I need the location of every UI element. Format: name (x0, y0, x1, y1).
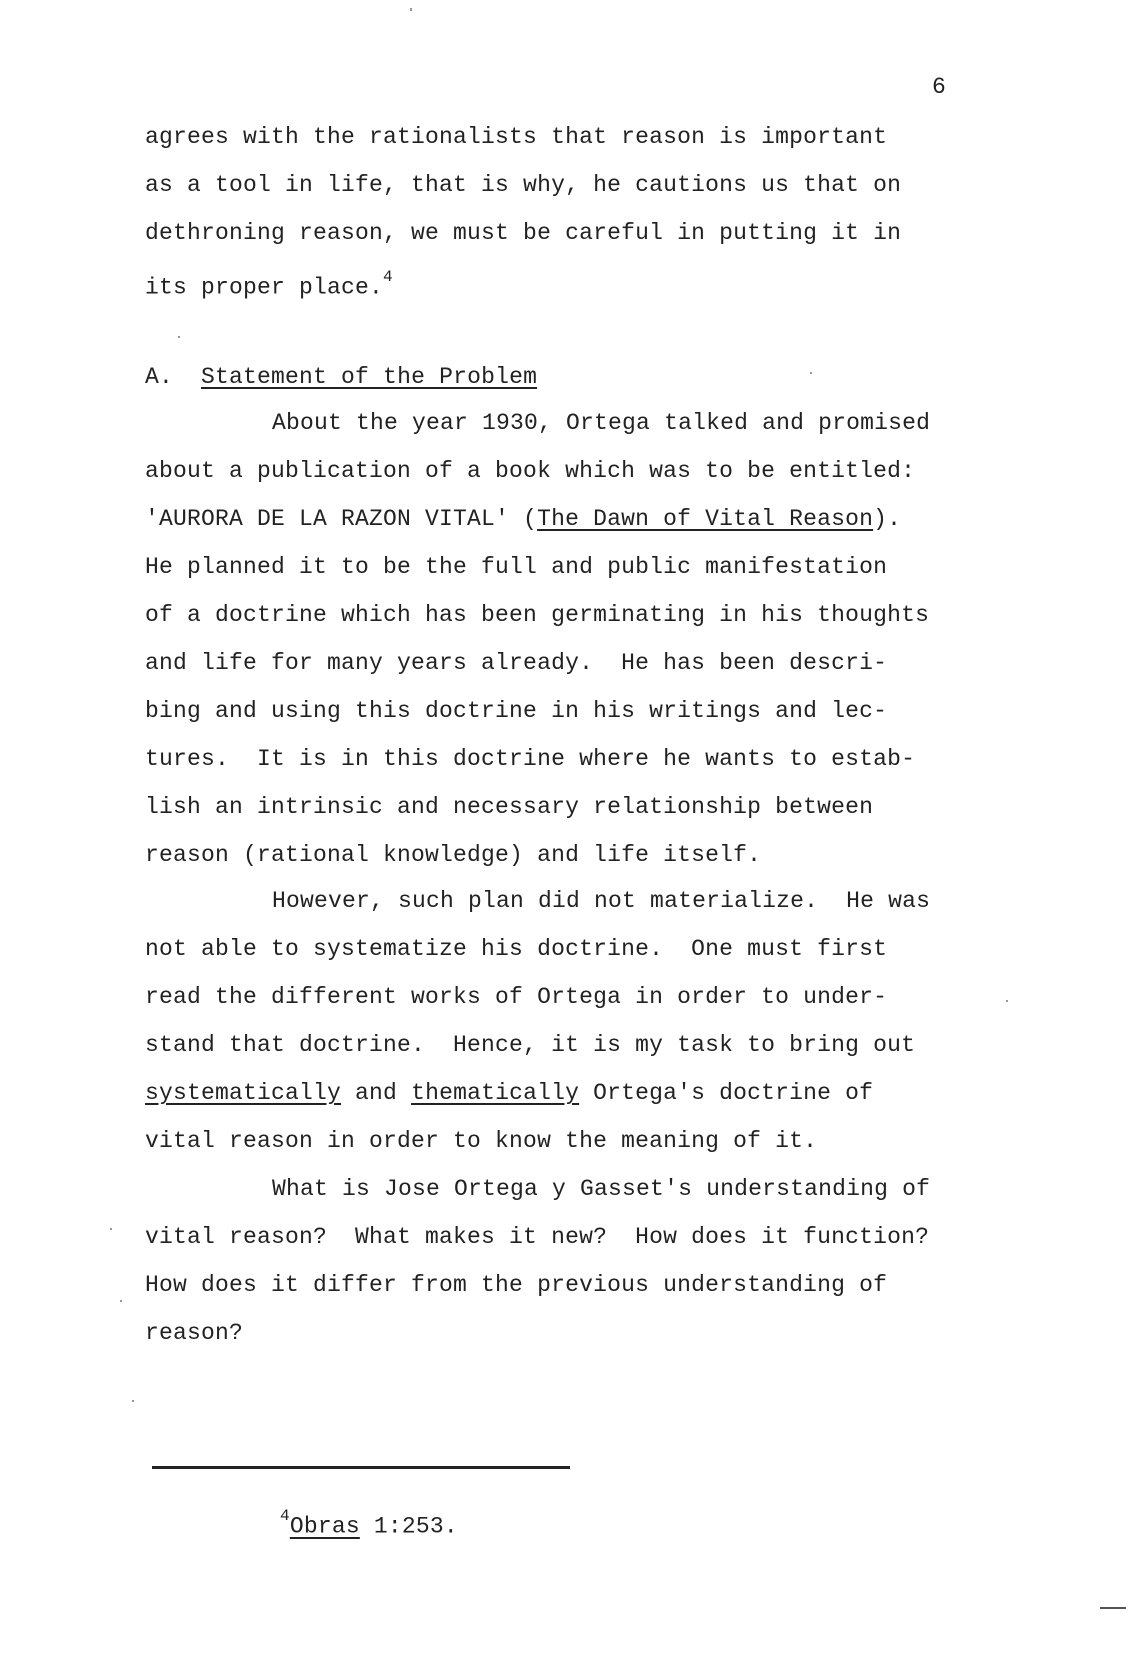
text-line: vital reason in order to know the meaning of it. (145, 1128, 818, 1154)
text-line: of a doctrine which has been germinating in his thoughts (145, 602, 930, 628)
section-heading (145, 362, 537, 392)
footnote-source: Obras (289, 1513, 360, 1540)
text-segment: 'AURORA DE LA RAZON VITAL' ( (145, 506, 538, 532)
text-line: bing and using this doctrine in his writings and lec- (145, 698, 888, 724)
footnote-mark: 4 (280, 1507, 290, 1525)
footnote (280, 1505, 458, 1542)
section-letter: A. (145, 364, 174, 390)
text-segment: its proper place. (145, 274, 384, 301)
book-title: The Dawn of Vital Reason (537, 506, 874, 532)
text-segment: Ortega's doctrine of (579, 1080, 874, 1106)
scan-speck (1006, 1000, 1008, 1002)
emphasis-systematically: systematically (145, 1080, 342, 1106)
section-title: Statement of the Problem (201, 364, 538, 390)
page-number: 6 (932, 74, 946, 100)
text-segment: and (341, 1080, 412, 1106)
text-line-with-title (145, 504, 901, 534)
text-line: He planned it to be the full and public manifestation (145, 554, 888, 580)
scan-speck (132, 1400, 134, 1402)
text-line: as a tool in life, that is why, he cautions us that on (145, 172, 902, 198)
text-line-with-note (145, 266, 393, 303)
text-line: How does it differ from the previous understanding of (145, 1272, 888, 1298)
text-line: About the year 1930, Ortega talked and promised (272, 410, 931, 436)
text-line-with-emphasis (145, 1078, 873, 1108)
scan-speck (120, 1300, 122, 1302)
text-line: However, such plan did not materialize. He was (272, 888, 931, 914)
text-line: not able to systematize his doctrine. One must first (145, 936, 888, 962)
text-line: agrees with the rationalists that reason is important (145, 124, 888, 150)
text-segment: ). (873, 506, 902, 532)
footnote-ref: 1:253. (359, 1513, 458, 1540)
scan-speck (110, 1228, 112, 1230)
text-line: tures. It is in this doctrine where he wants to estab- (145, 746, 916, 772)
text-line: reason (rational knowledge) and life itself. (145, 842, 762, 868)
text-line: dethroning reason, we must be careful in putting it in (145, 220, 902, 246)
text-line: and life for many years already. He has been descri- (145, 650, 888, 676)
scan-speck (810, 372, 812, 374)
text-line: read the different works of Ortega in order to under- (145, 984, 888, 1010)
text-line: about a publication of a book which was to be entitled: (145, 458, 916, 484)
footnote-reference: 4 (383, 268, 393, 286)
scan-mark (1100, 1607, 1126, 1609)
scan-speck (178, 336, 180, 338)
text-line: stand that doctrine. Hence, it is my task to bring out (145, 1032, 916, 1058)
emphasis-thematically: thematically (411, 1080, 580, 1106)
text-line: What is Jose Ortega y Gasset's understanding of (272, 1176, 931, 1202)
text-line: lish an intrinsic and necessary relationship between (145, 794, 874, 820)
text-line: vital reason? What makes it new? How does it function? (145, 1224, 930, 1250)
text-line: reason? (145, 1320, 244, 1346)
footnote-rule (152, 1466, 570, 1469)
scan-speck (410, 8, 412, 11)
